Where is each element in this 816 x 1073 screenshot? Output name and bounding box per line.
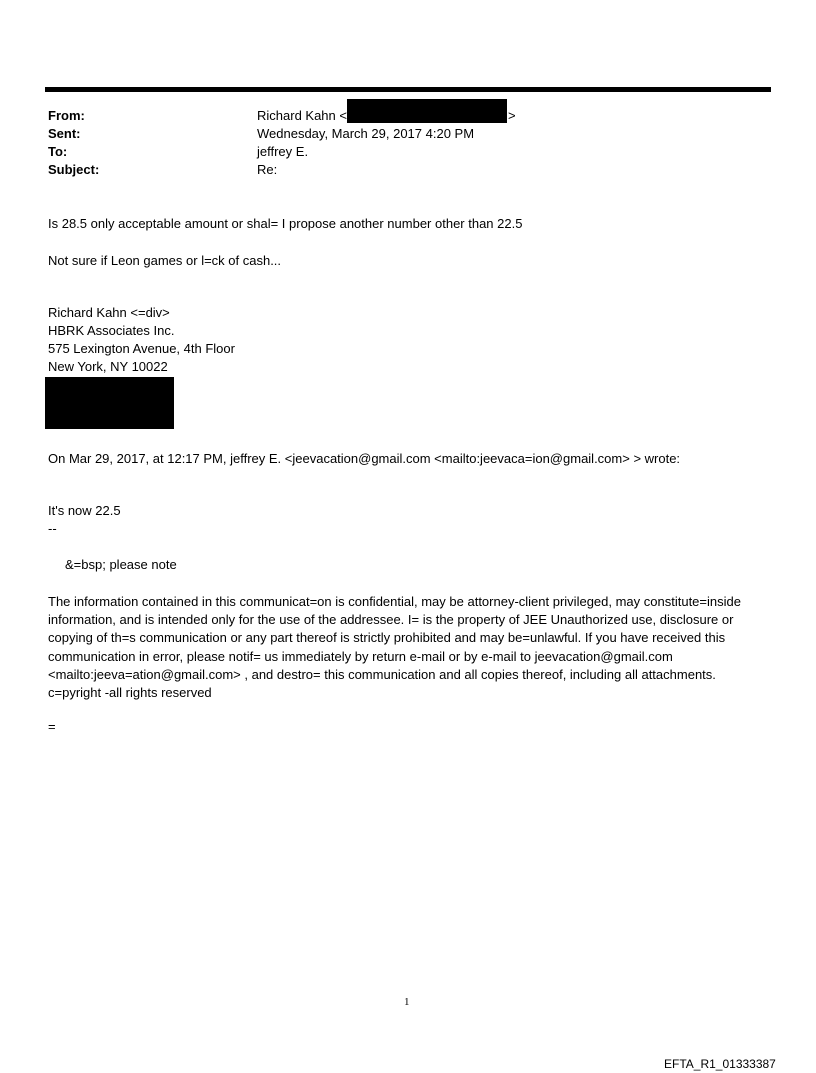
body-line-1: Is 28.5 only acceptable amount or shal= I propose another number other than 22.5 [48, 216, 523, 231]
please-note: &=bsp; please note [65, 557, 177, 572]
to-value: jeffrey E. [257, 144, 309, 159]
signature-line: Richard Kahn <=div> [48, 305, 170, 320]
quote-header: On Mar 29, 2017, at 12:17 PM, jeffrey E. <jeevacation@gmail.com <mailto:jeevaca=ion@gmail.com> > wrote: [48, 451, 681, 466]
signature-line: HBRK Associates Inc. [48, 323, 175, 338]
sent-value: Wednesday, March 29, 2017 4:20 PM [257, 126, 475, 141]
subject-label: Subject: [48, 162, 100, 177]
disclaimer-paragraph: The information contained in this communicat=on is confidential, may be attorney-client privileged, may constitute=inside information, and is intended only for the use of the addressee. I= is the property of JEE Unauthorized use, disclosure or copying of th=s communication or any part thereof is strictly prohibited and may be=unlawful. If you have received this communication in error, please notif= us immediately by return e-mail or by e-mail to jeevacation@gmail.com <mailto:jeeva=ation@gmail.com> , and destro= this communication and all copies thereof, including all attachments. c=pyright -all rights reserved [48, 594, 741, 701]
signature-line: 575 Lexington Avenue, 4th Floor [48, 341, 235, 356]
trailing-equals: = [48, 719, 56, 734]
body-line-2: Not sure if Leon games or l=ck of cash... [48, 253, 282, 268]
page-number: 1 [404, 996, 410, 1008]
signature-dashes: -- [48, 521, 57, 536]
from-label: From: [48, 108, 85, 123]
signature-line: New York, NY 10022 [48, 359, 168, 374]
redaction-box-signature [45, 377, 174, 429]
subject-value: Re: [257, 162, 278, 177]
to-label: To: [48, 144, 68, 159]
from-bracket-close: > [508, 108, 516, 123]
header-rule [45, 87, 771, 92]
sent-label: Sent: [48, 126, 81, 141]
document-id: EFTA_R1_01333387 [664, 1057, 776, 1071]
quoted-line: It's now 22.5 [48, 503, 121, 518]
redaction-box-email [347, 99, 507, 123]
from-name: Richard Kahn < [257, 108, 347, 123]
from-value [257, 108, 347, 123]
